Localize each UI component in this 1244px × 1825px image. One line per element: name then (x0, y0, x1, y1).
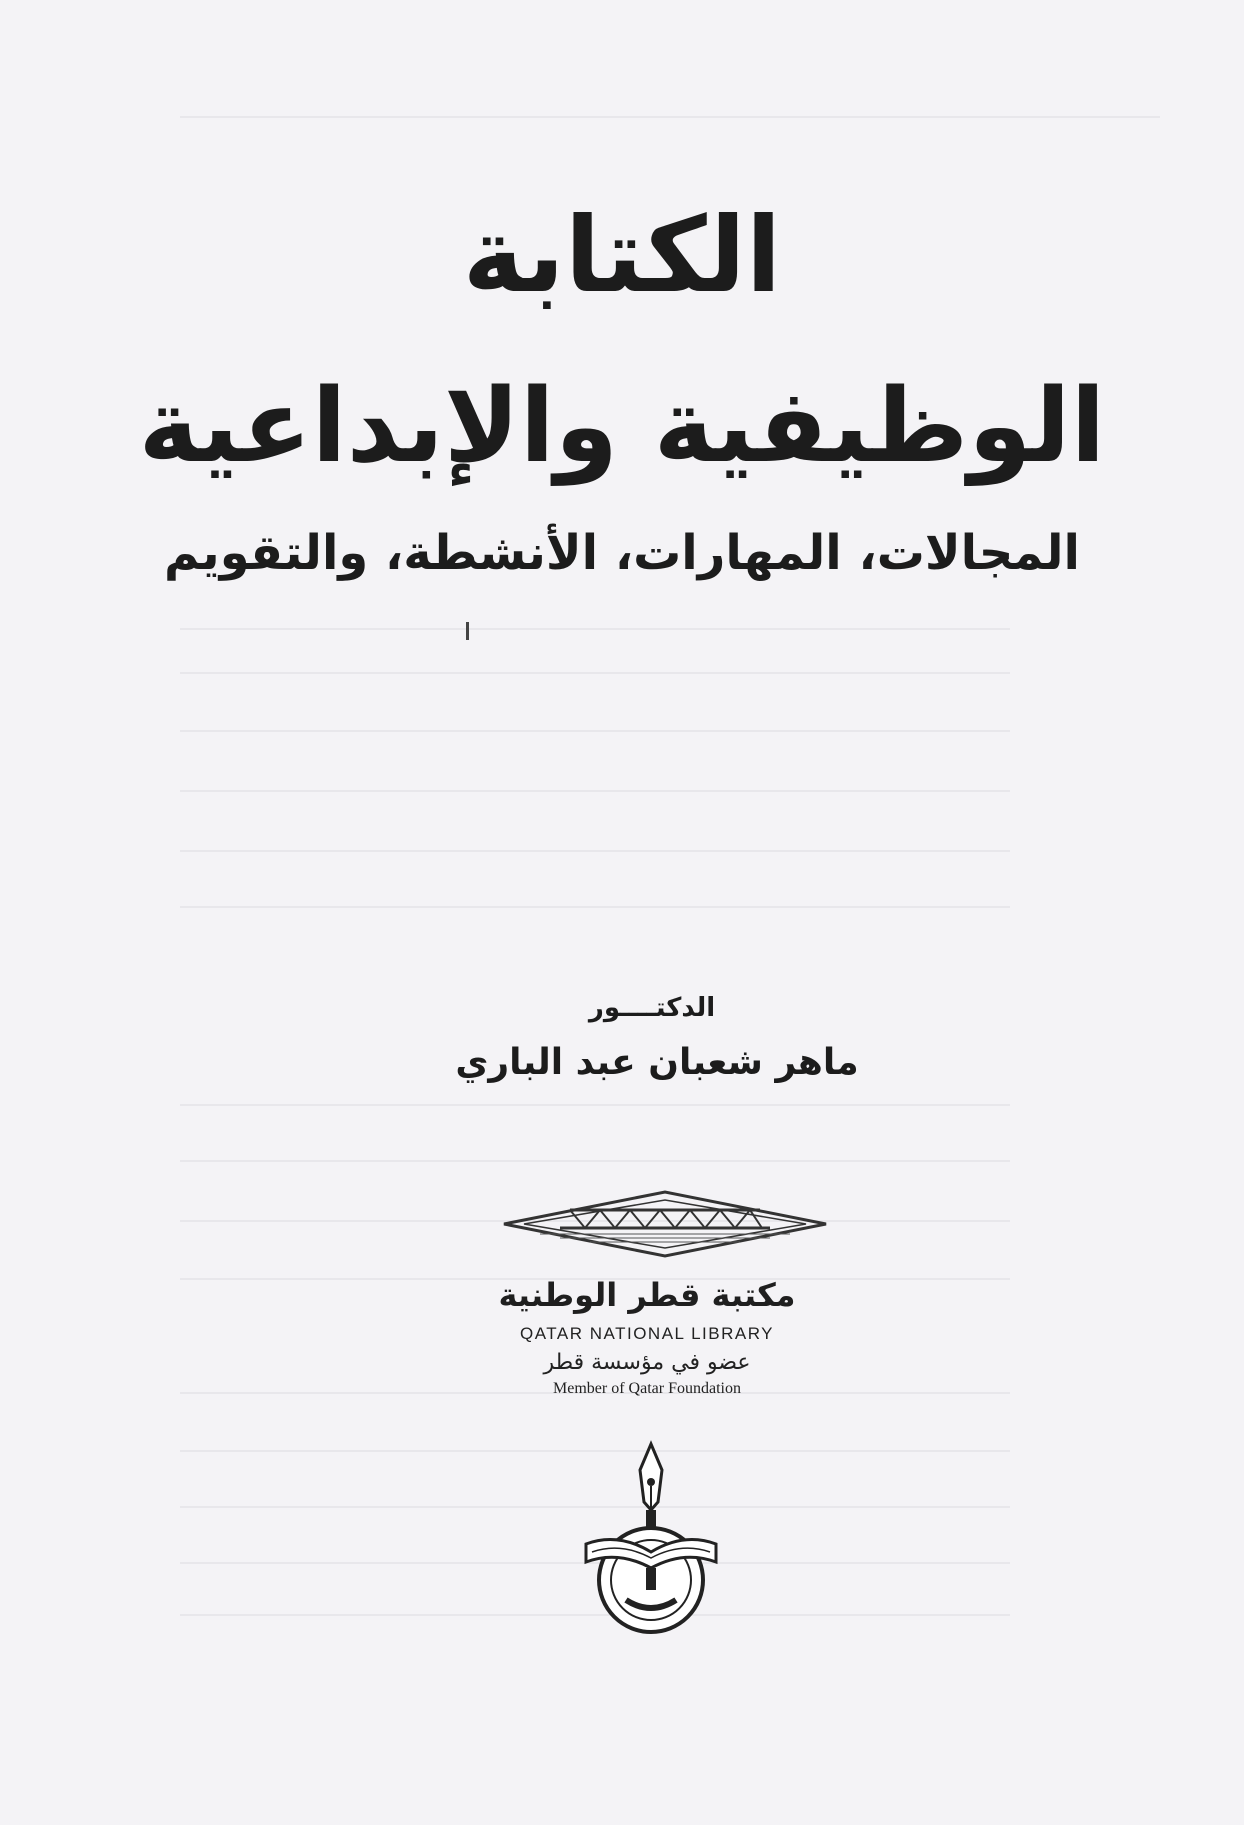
qnl-emblem-icon (500, 1188, 830, 1260)
author-label: الدكتــــور (588, 993, 716, 1023)
library-name-english: QATAR NATIONAL LIBRARY (519, 1324, 775, 1343)
bleed-through-line (180, 730, 1010, 732)
bleed-through-line (180, 790, 1010, 792)
bleed-through-line (180, 1160, 1010, 1162)
book-title-line-2: الوظيفية والإبداعية (138, 367, 1106, 486)
pencil-tick-mark (466, 622, 469, 640)
book-title-line-1: الكتابة (462, 194, 782, 316)
book-subtitle: المجالات، المهارات، الأنشطة، والتقويم (164, 525, 1080, 581)
pen-book-publisher-logo-icon (566, 1440, 736, 1640)
bleed-through-line (180, 1104, 1010, 1106)
bleed-through-line (180, 906, 1010, 908)
library-name-arabic: مكتبة قطر الوطنية (498, 1276, 796, 1314)
bleed-through-line (180, 672, 1010, 674)
bleed-through-line (180, 628, 1010, 630)
bleed-through-line (180, 116, 1160, 118)
foundation-member-english: Member of Qatar Foundation (553, 1380, 741, 1397)
bleed-through-line (180, 850, 1010, 852)
author-name: ماهر شعبان عبد الباري (455, 1042, 859, 1083)
foundation-member-arabic: عضو في مؤسسة قطر (543, 1350, 751, 1375)
